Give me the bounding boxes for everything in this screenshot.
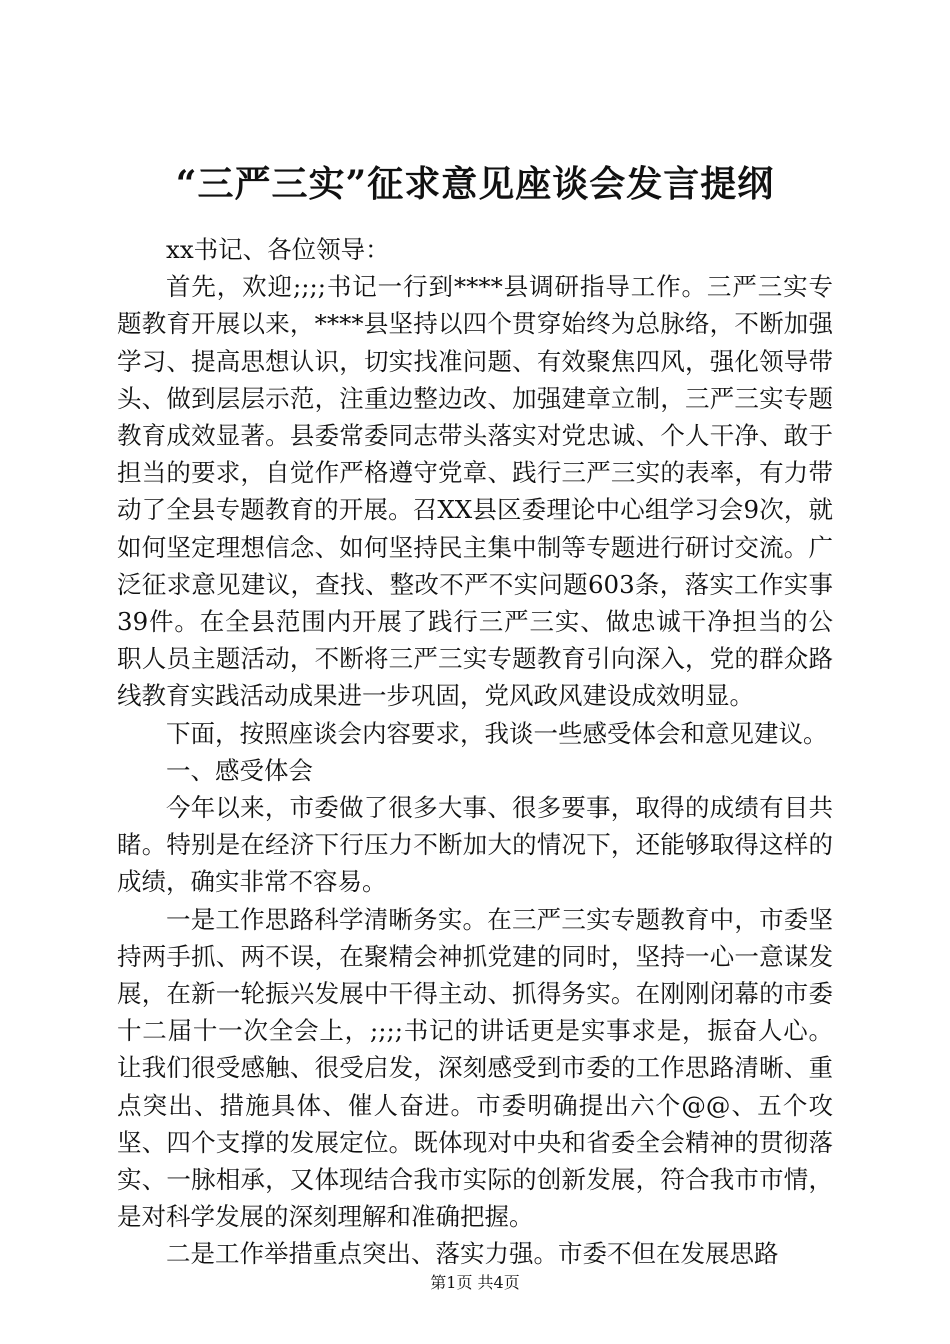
document-title: “三严三实”征求意见座谈会发言提纲 [175,163,775,205]
body-paragraph: 今年以来，市委做了很多大事、很多要事，取得的成绩有目共睹。特别是在经济下行压力不断加大的情况下，还能够取得这样的成绩，确实非常不容易。 [117,793,833,897]
body-paragraph: 二是工作举措重点突出、落实力强。市委不但在发展思路 [166,1239,779,1269]
body-paragraph: 首先，欢迎;;;;书记一行到****县调研指导工作。三严三实专题教育开展以来，****县坚持以四个贯穿始终为总脉络，不断加强学习、提高思想认识，切实找准问题、有效聚焦四风，强化领导带头、做到层层示范，注重边整边改、加强建章立制，三严三实专题教育成效显著。县委常委同志带头落实对党忠诚、个人干净、敢于担当的要求，自觉作严格遵守党章、践行三严三实的表率，有力带动了全县专题教育的开展。召XX县区委理论中心组学习会9次，就如何坚定理想信念、如何坚持民主集中制等专题进行研讨交流。广泛征求意见建议，查找、整改不严不实问题603条，落实工作实事39件。在全县范围内开展了践行三严三实、做忠诚干净担当的公职人员主题活动，不断将三严三实专题教育引向深入，党的群众路线教育实践活动成果进一步巩固，党风政风建设成效明显。 [117,272,833,711]
body-paragraph: 一是工作思路科学清晰务实。在三严三实专题教育中，市委坚持两手抓、两不误，在聚精会神抓党建的同时，坚持一心一意谋发展，在新一轮振兴发展中干得主动、抓得务实。在刚刚闭幕的市委十二届十一次全会上，;;;;书记的讲话更是实事求是，振奋人心。让我们很受感触、很受启发，深刻感受到市委的工作思路清晰、重点突出、措施具体、催人奋进。市委明确提出六个@@、五个攻坚、四个支撑的发展定位。既体现对中央和省委全会精神的贯彻落实、一脉相承，又体现结合我市实际的创新发展，符合我市市情，是对科学发展的深刻理解和准确把握。 [117,904,833,1232]
body-paragraph: 下面，按照座谈会内容要求，我谈一些感受体会和意见建议。 [166,718,828,748]
section-heading: 一、感受体会 [166,755,313,785]
page-number-footer: 第1页 共4页 [430,1273,520,1292]
document-body [117,231,833,1273]
salutation-paragraph: xx书记、各位领导： [166,235,390,264]
